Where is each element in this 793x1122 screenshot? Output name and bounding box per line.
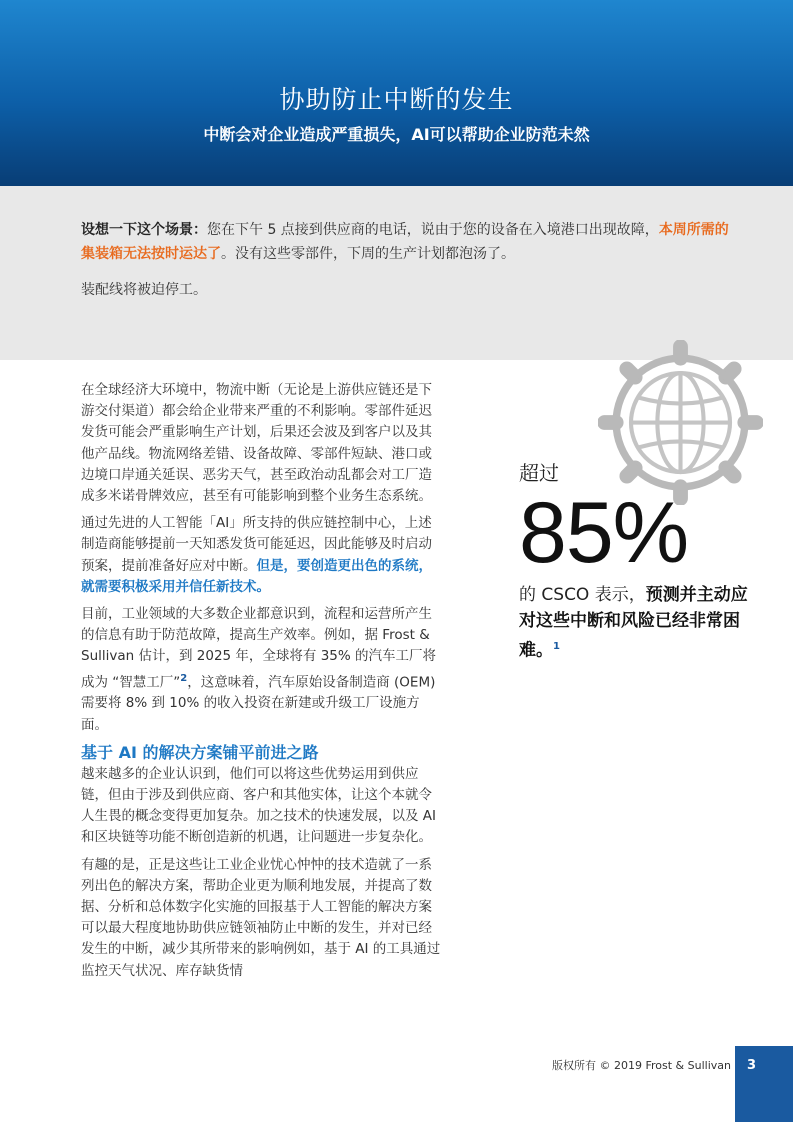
- body-paragraph-1: 在全球经济大环境中，物流中断（无论是上游供应链还是下游交付渠道）都会给企业带来严重的不利影响。零部件延迟发货可能会严重影响生产计划，后果还会波及到客户以及其他产品线。物流网络差错、设备故障、零部件短缺、港口或边境口岸通关延误、恶劣天气，甚至政治动乱都会对工厂造成多米诺骨牌效应，甚至有可能影响到整个业务生态系统。: [81, 382, 432, 505]
- body-paragraph-3: [81, 604, 441, 736]
- body-paragraph-3-text-continued: ，这意味着，汽车原始设备制造商 (OEM) 需要将 8% 到 10% 的收入投资在新建或升级工厂设施方面。: [81, 674, 436, 733]
- stat-callout: [519, 458, 759, 664]
- body-paragraph-5: 有趣的是，正是这些让工业企业忧心忡忡的技术造就了一系列出色的解决方案，帮助企业更为顺利地发展，并提高了数据、分析和总体数字化实施的回报基于人工智能的解决方案可以最大程度地协助供应链领袖防止中断的发生，并对已经发生的中断，减少其所带来的影响例如，基于 AI 的工具通过监控天气状况、库存缺货情: [81, 856, 441, 979]
- scenario-text: 您在下午 5 点接到供应商的电话，说由于您的设备在入境港口出现故障，: [207, 222, 659, 238]
- page-title: 协助防止中断的发生: [279, 85, 514, 114]
- scenario-closing: 装配线将被迫停工。: [81, 282, 207, 298]
- copyright: 版权所有 © 2019 Frost & Sullivan: [552, 1059, 731, 1072]
- stat-desc-bold: 预测并主动应对这些中断和风险已经非常困难。: [519, 585, 748, 661]
- body-paragraph-4: 越来越多的企业认识到，他们可以将这些优势运用到供应链，但由于涉及到供应商、客户和其他实体，让这个本就令人生畏的概念变得更加复杂。加之技术的快速发展，以及 AI 和区块链等功能不断创造新的机遇，让问题进一步复杂化。: [81, 765, 437, 846]
- scenario-highlight: 本周所需的集装箱无法按时运达了: [81, 222, 729, 262]
- body-paragraph-2-highlight: 但是，要创造更出色的系统，就需要积极采用并信任新技术。: [81, 557, 432, 595]
- scenario-box: [0, 186, 793, 360]
- page-number-box: [735, 1046, 793, 1122]
- body-paragraph-2: [81, 513, 441, 598]
- stat-desc-normal: 的 CSCO 表示，: [519, 585, 646, 605]
- stat-prefix: 超过: [519, 461, 559, 485]
- section-heading: 基于 AI 的解决方案铺平前进之路: [81, 742, 319, 762]
- body-paragraph-3-text: 目前，工业领域的大多数企业都意识到，流程和运营所产生的信息有助于防范故障，提高生产效率。例如，据 Frost & Sullivan 估计，到 2025 年，全球将有 35% 的汽车工厂将成为 “智慧工厂”: [81, 606, 437, 691]
- page-subtitle: 中断会对企业造成严重损失，AI可以帮助企业防范未然: [203, 125, 590, 144]
- scenario-text-continued: 。没有这些零部件，下周的生产计划都泡汤了。: [221, 246, 515, 262]
- page-header: [0, 0, 793, 186]
- body-paragraph-2-text: 通过先进的人工智能「AI」所支持的供应链控制中心，上述制造商能够提前一天知悉发货可能延迟，因此能够及时启动预案，提前准备好应对中断。: [81, 515, 432, 574]
- body-footnote-2: 2: [180, 672, 188, 684]
- body-text: [81, 380, 441, 988]
- stat-number: 85%: [519, 485, 689, 581]
- page-number: 3: [747, 1058, 757, 1073]
- scenario-lead: 设想一下这个场景：: [81, 222, 207, 238]
- stat-description: [519, 582, 759, 664]
- stat-footnote: 1: [553, 641, 560, 652]
- scenario-paragraph: [81, 218, 741, 266]
